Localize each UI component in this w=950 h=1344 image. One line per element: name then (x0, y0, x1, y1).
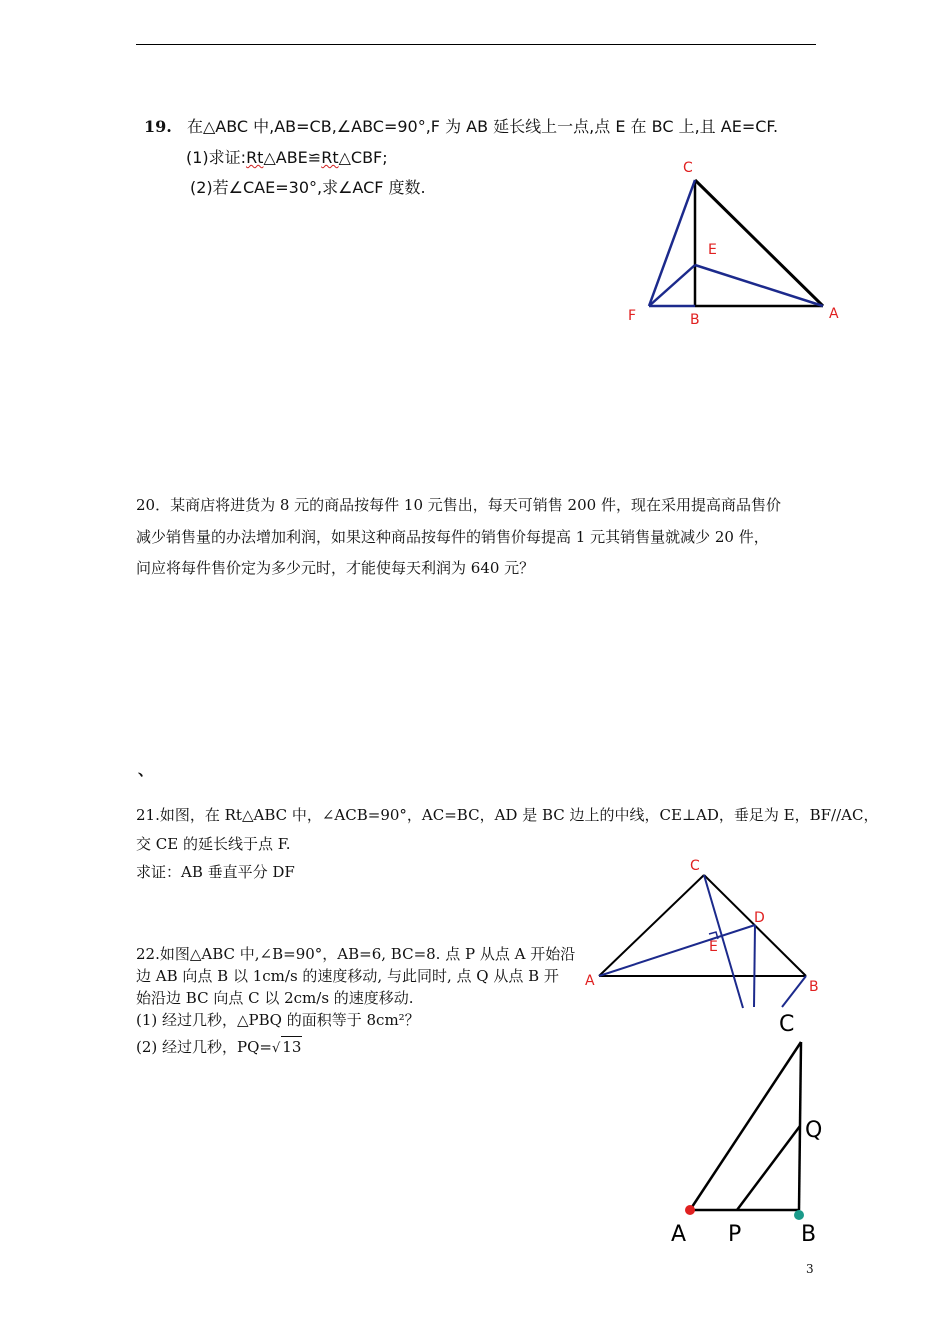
header-rule (136, 44, 816, 45)
page-number: 3 (806, 1262, 814, 1276)
q19-label-C: C (683, 160, 693, 176)
q21-line1: 21.如图，在 Rt△ABC 中，∠ACB=90°，AC=BC，AD 是 BC 边上的中线，CE⊥AD，垂足为 E，BF//AC， (136, 806, 879, 824)
q22-label-Q: Q (805, 1118, 823, 1143)
q19-stem: 在△ABC 中,AB=CB,∠ABC=90°,F 为 AB 延长线上一点,点 E 在 BC 上,且 AE=CF. (186, 117, 779, 136)
q21-label-A: A (585, 973, 595, 989)
q21-segment-BF (782, 976, 806, 1007)
q19-line2 (186, 148, 388, 168)
q22-point-B-dot (794, 1210, 804, 1220)
q19-number: 19. (144, 117, 172, 136)
q22-segment-AC (690, 1042, 801, 1210)
q22-line3: 始沿边 BC 向点 C 以 2cm/s 的速度移动. (136, 989, 414, 1007)
q22-label-P: P (728, 1222, 742, 1247)
q19-line1 (144, 117, 778, 137)
q22-label-C: C (779, 1012, 795, 1037)
q22-label-A: A (671, 1222, 687, 1247)
q19-label-E: E (708, 242, 717, 258)
q21-label-C: C (690, 858, 700, 874)
q22-part2: (2) 经过几秒，PQ=√ 13 (136, 1038, 302, 1056)
q19-rt-1: Rt (246, 148, 264, 167)
q19-figure (620, 155, 850, 335)
q22-sqrt-value: 13 (282, 1038, 302, 1056)
q19-part1-prefix: (1)求证: (186, 148, 247, 167)
q21-label-D: D (754, 910, 765, 926)
q22-figure (660, 1010, 840, 1250)
q22-line1: 22.如图△ABC 中,∠B=90°，AB=6, BC=8. 点 P 从点 A 开始沿 (136, 945, 576, 963)
q22-part1: (1) 经过几秒，△PBQ 的面积等于 8cm²？ (136, 1011, 420, 1029)
q19-label-A: A (829, 306, 839, 322)
q21-label-B: B (809, 979, 819, 995)
q19-part1-end: △CBF; (338, 148, 388, 167)
q20-line1: 20．某商店将进货为 8 元的商品按每件 10 元售出，每天可销售 200 件，现在采用提高商品售价 (136, 496, 781, 514)
q21-line3: 求证：AB 垂直平分 DF (136, 863, 295, 881)
q20-line2: 减少销售量的办法增加利润，如果这种商品按每件的销售价每提高 1 元其销售量就减少 20 件， (136, 528, 769, 546)
q19-part1-mid: △ABE≌ (263, 148, 322, 167)
q22-part2-prefix: (2) 经过几秒，PQ= (136, 1038, 272, 1056)
q20-line3: 问应将每件售价定为多少元时，才能使每天利润为 640 元？ (136, 559, 535, 577)
q21-segment-DF (754, 925, 755, 1007)
q22-label-B: B (801, 1222, 817, 1247)
stray-mark: 、 (138, 761, 154, 779)
q22-segment-PQ (737, 1126, 800, 1210)
q22-line2: 边 AB 向点 B 以 1cm/s 的速度移动, 与此同时, 点 Q 从点 B 开 (136, 967, 559, 985)
q19-figure-svg (620, 155, 850, 335)
q19-label-B: B (690, 312, 700, 328)
q21-line2: 交 CE 的延长线于点 F. (136, 835, 291, 853)
q22-point-A-dot (685, 1205, 695, 1215)
q21-figure-svg (580, 855, 830, 1010)
q19-rt-2: Rt (321, 148, 339, 167)
q21-label-E: E (709, 939, 718, 955)
q21-segment-CA (599, 875, 704, 976)
q21-figure (580, 855, 830, 1010)
q19-part2: (2)若∠CAE=30°,求∠ACF 度数. (190, 178, 426, 197)
q19-label-F: F (628, 308, 637, 324)
